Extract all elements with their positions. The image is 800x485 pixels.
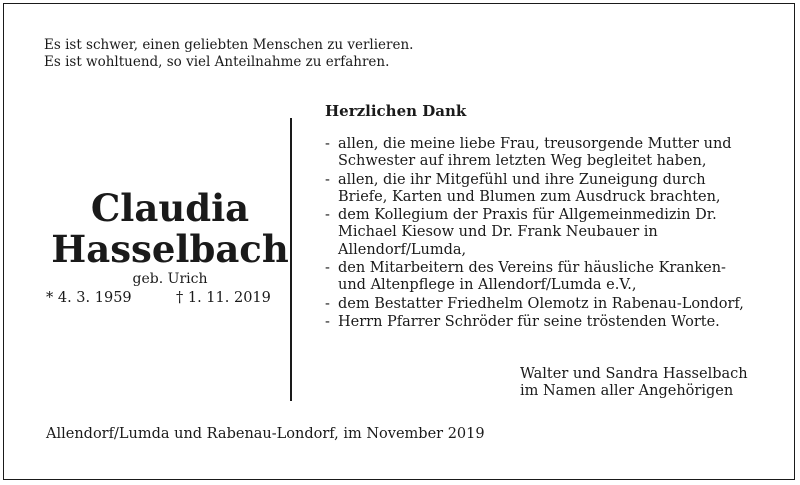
vertical-divider <box>290 118 292 401</box>
signature <box>520 366 748 400</box>
deceased-last-name: Hasselbach <box>51 227 289 271</box>
death-date: † 1. 11. 2019 <box>176 290 271 306</box>
intro-text <box>44 37 413 71</box>
maiden-name: geb. Urich <box>132 271 208 287</box>
place-date: Allendorf/Lumda und Rabenau-Londorf, im November 2019 <box>46 426 485 442</box>
birth-date: * 4. 3. 1959 <box>46 290 132 306</box>
thanks-item: - dem Kollegium der Praxis für Allgemeinmedizin Dr. Michael Kiesow und Dr. Frank Neubauer in Allendorf/Lumda, <box>325 207 755 259</box>
thanks-item: - Herrn Pfarrer Schröder für seine tröstenden Worte. <box>325 314 755 331</box>
thanks-list <box>325 136 755 332</box>
thanks-title: Herzlichen Dank <box>325 102 467 120</box>
thanks-item: - dem Bestatter Friedhelm Olemotz in Rabenau-Londorf, <box>325 296 755 313</box>
signature-line-1: Walter und Sandra Hasselbach <box>520 366 748 382</box>
deceased-first-name: Claudia <box>90 186 250 230</box>
thanks-item: - allen, die ihr Mitgefühl und ihre Zuneigung durch Briefe, Karten und Blumen zum Ausdruck brachten, <box>325 172 755 207</box>
thanks-item: - den Mitarbeitern des Vereins für häusliche Kranken- und Altenpflege in Allendorf/Lumda e.V., <box>325 260 755 295</box>
intro-line-1: Es ist schwer, einen geliebten Menschen zu verlieren. <box>44 37 414 53</box>
intro-line-2: Es ist wohltuend, so viel Anteilnahme zu erfahren. <box>44 54 390 70</box>
signature-line-2: im Namen aller Angehörigen <box>520 383 734 399</box>
thanks-item: - allen, die meine liebe Frau, treusorgende Mutter und Schwester auf ihrem letzten Weg begleitet haben, <box>325 136 755 171</box>
